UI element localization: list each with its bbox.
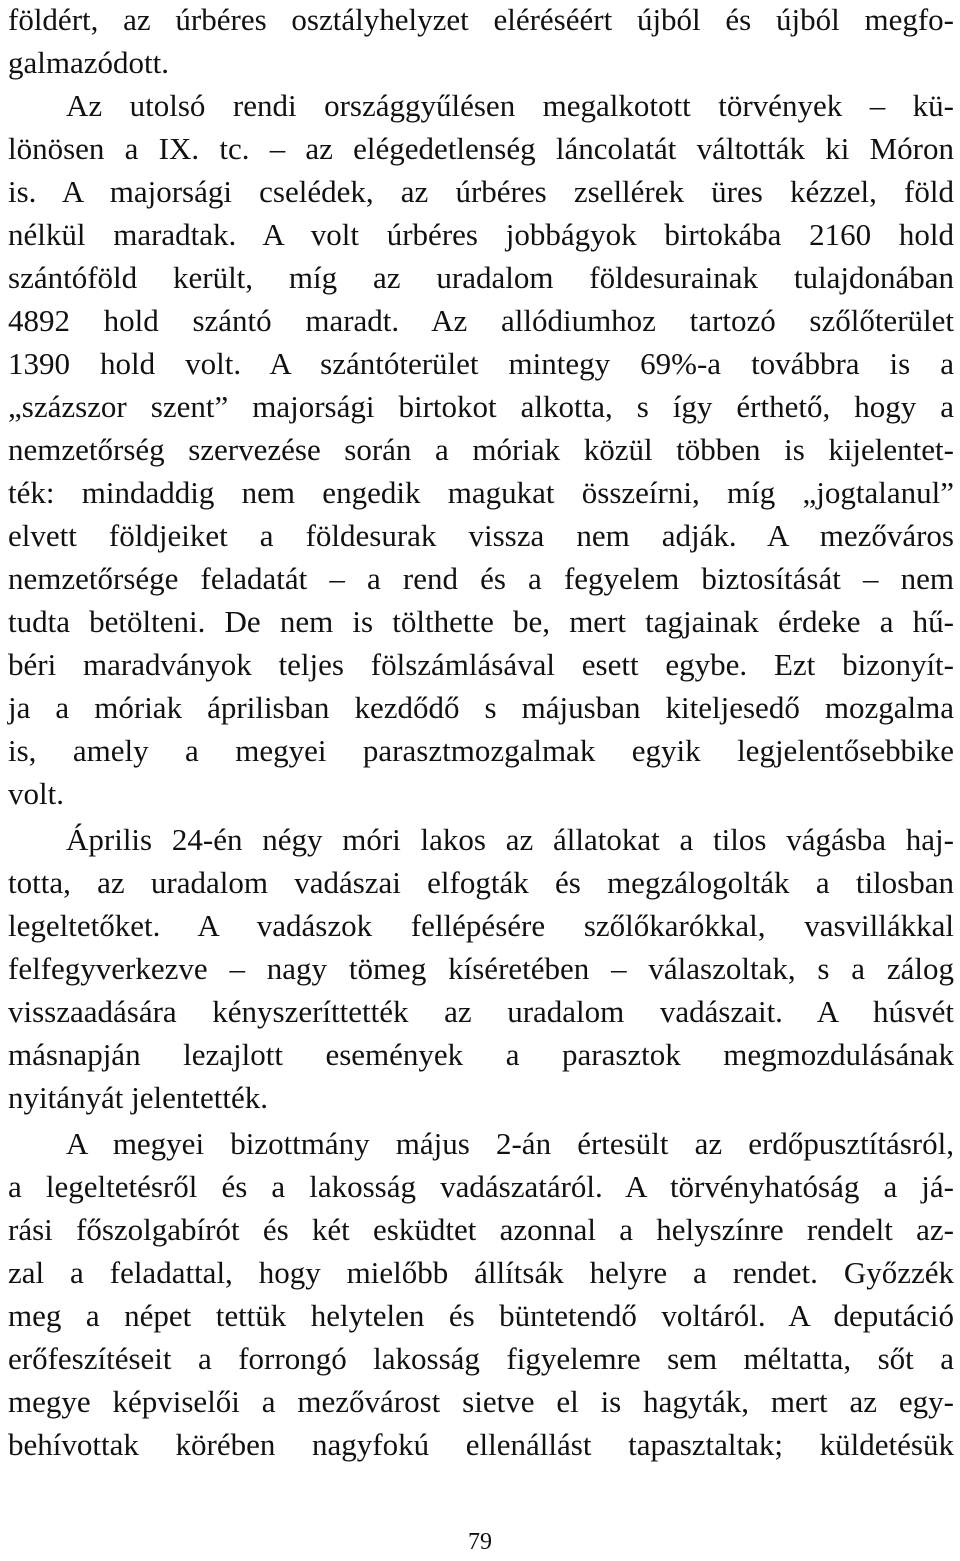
text-line: zal a feladattal, hogy mielőbb állítsák helyre a rendet. Győzzék [8, 1255, 954, 1290]
text-line: ja a móriak áprilisban kezdődő s májusban kiteljesedő mozgalma [8, 690, 954, 725]
text-line: tudta betölteni. De nem is tölthette be, mert tagjainak érdeke a hű- [8, 604, 954, 639]
text-line: béri maradványok teljes fölszámlásával esett egybe. Ezt bizonyít- [8, 647, 954, 682]
text-line: a legeltetésről és a lakosság vadászatáról. A törvényhatóság a já- [8, 1169, 954, 1204]
text-line: meg a népet tettük helytelen és büntetendő voltáról. A deputáció [8, 1298, 954, 1333]
text-line: is, amely a megyei parasztmozgalmak egyik legjelentősebbike [8, 733, 954, 768]
text-line: Az utolsó rendi országgyűlésen megalkotott törvények – kü- [66, 88, 954, 123]
text-line: rási főszolgabírót és két esküdtet azonnal a helyszínre rendelt az- [8, 1212, 954, 1247]
text-line: „százszor szent” majorsági birtokot alkotta, s így érthető, hogy a [8, 389, 954, 424]
text-line: nyitányát jelentették. [8, 1080, 268, 1115]
text-line: elvett földjeiket a földesurak vissza nem adják. A mezőváros [8, 518, 954, 553]
text-line: felfegyverkezve – nagy tömeg kíséretében – válaszoltak, s a zálog [8, 951, 954, 986]
text-line: nemzetőrsége feladatát – a rend és a fegyelem biztosítását – nem [8, 561, 954, 596]
text-line: visszaadására kényszeríttették az uradalom vadászait. A húsvét [8, 994, 954, 1029]
text-line: 1390 hold volt. A szántóterület mintegy 69%-a továbbra is a [8, 346, 954, 381]
text-line: 4892 hold szántó maradt. Az allódiumhoz tartozó szőlőterület [8, 303, 954, 338]
text-line: is. A majorsági cselédek, az úrbéres zsellérek üres kézzel, föld [8, 174, 954, 209]
text-line: ték: mindaddig nem engedik magukat összeírni, míg „jogtalanul” [8, 475, 954, 510]
text-line: nélkül maradtak. A volt úrbéres jobbágyok birtokába 2160 hold [8, 217, 954, 252]
text-line: másnapján lezajlott események a parasztok megmozdulásának [8, 1037, 954, 1072]
page-number: 79 [468, 1529, 492, 1555]
text-line: Április 24-én négy móri lakos az állatokat a tilos vágásba haj- [66, 822, 954, 857]
text-line: volt. [8, 776, 64, 811]
text-line: megye képviselői a mezővárost sietve el is hagyták, mert az egy- [8, 1384, 954, 1419]
text-line: földért, az úrbéres osztályhelyzet eléréséért újból és újból megfo- [8, 2, 954, 37]
text-line: erőfeszítéseit a forrongó lakosság figyelemre sem méltatta, sőt a [8, 1341, 954, 1376]
text-line: galmazódott. [8, 45, 169, 80]
text-line: szántóföld került, míg az uradalom földesurainak tulajdonában [8, 260, 954, 295]
text-line: totta, az uradalom vadászai elfogták és megzálogolták a tilosban [8, 865, 954, 900]
text-line: lönösen a IX. tc. – az elégedetlenség láncolatát váltották ki Móron [8, 131, 954, 166]
text-line: behívottak körében nagyfokú ellenállást tapasztaltak; küldetésük [8, 1427, 954, 1462]
text-line: legeltetőket. A vadászok fellépésére szőlőkarókkal, vasvillákkal [8, 908, 954, 943]
text-line: nemzetőrség szervezése során a móriak közül többen is kijelentet- [8, 432, 954, 467]
text-line: A megyei bizottmány május 2-án értesült az erdőpusztításról, [66, 1126, 954, 1161]
